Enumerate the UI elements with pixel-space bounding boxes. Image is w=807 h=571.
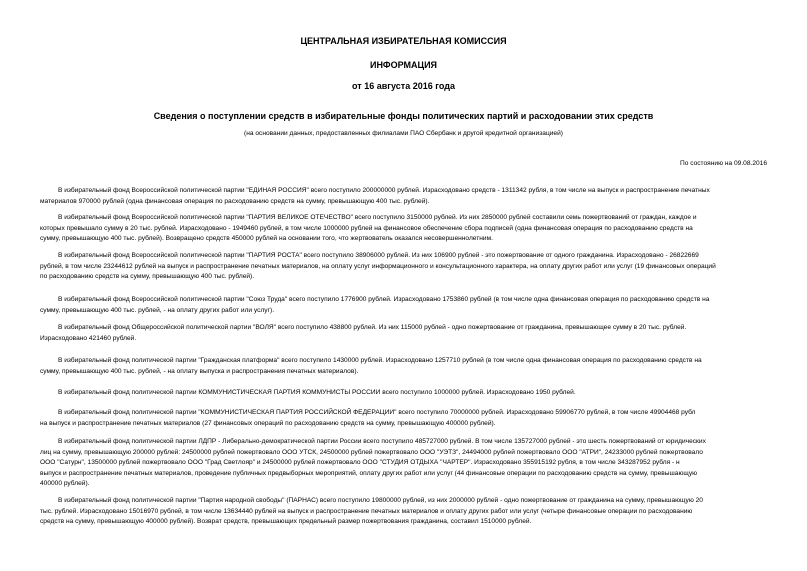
paragraph-line: В избирательный фонд политической партии КОММУНИСТИЧЕСКАЯ ПАРТИЯ КОММУНИСТЫ РОССИИ всего поступило 1000000 рублей. Израсходовано 1950 рублей. — [58, 389, 576, 396]
paragraph — [40, 356, 780, 377]
paragraph-line: В избирательный фонд Всероссийской политической партии "ЕДИНАЯ РОССИЯ" всего поступило 200000000 рублей. Израсходовано средств - 1311342 рубля, в том числе на выпуск и распространение печатных — [58, 187, 710, 194]
paragraph — [40, 186, 780, 207]
paragraph-line: В избирательный фонд политической партии "КОММУНИСТИЧЕСКАЯ ПАРТИЯ РОССИЙСКОЙ ФЕДЕРАЦИИ" всего поступило 70000000 рублей. Израсходовано 59906770 рублей, в том числе 49904468 рубл — [58, 409, 696, 416]
paragraph-line: тыс. рублей. Израсходовано 15016970 рублей, в том числе 13634440 рублей на выпуск и распространение печатных материалов и оплату других работ или услуг (четыре финансовые операции по расходованию — [40, 507, 693, 515]
as-of-date: По состоянию на 09.08.2016 — [679, 160, 767, 167]
paragraph-line: по расходованию средств на сумму, превышающую 400 тыс. рублей). — [40, 273, 255, 280]
paragraph-line: средств на сумму, превышающую 400000 рублей). Возврат средств, превышающих предельный размер пожертвования гражданина, составил 1510000 рублей. — [40, 518, 532, 525]
document-subtitle: (на основании данных, предоставленных филиалами ПАО Сбербанк и другой кредитной организацией) — [244, 130, 563, 137]
paragraph-line: В избирательный фонд Всероссийской политической партии "Союз Труда" всего поступило 1776900 рублей. Израсходовано 1753860 рублей (в том числе одна финансовая операция по расходованию средств на — [58, 296, 710, 303]
paragraph — [40, 323, 780, 344]
paragraph-line: В избирательный фонд политической партии "Партия народной свободы" (ПАРНАС) всего поступило 19800000 рублей, из них 2000000 рублей - одно пожертвование от гражданина на сумму, превышающую 20 — [58, 497, 703, 504]
paragraph — [40, 295, 780, 316]
paragraph-line: которых превышало сумму в 20 тыс. рублей. Израсходовано - 1949460 рублей, в том числе 1000000 рублей на финансовое обеспечение сбора подписей (одна финансовая операция по расходованию средств на — [40, 224, 693, 232]
paragraph — [40, 408, 780, 429]
issuing-organization: ЦЕНТРАЛЬНАЯ ИЗБИРАТЕЛЬНАЯ КОМИССИЯ — [300, 36, 507, 46]
paragraph-line: В избирательный фонд политической партии "Гражданская платформа" всего поступило 1430000 рублей. Израсходовано 1257710 рублей (в том числе одна финансовая операция по расходованию средств на — [58, 357, 702, 364]
paragraph-line: материалов 970000 рублей (одна финансовая операция по расходованию средств на сумму, превышающую 400 тыс. рублей). — [40, 197, 430, 205]
paragraph-line: выпуск и распространение печатных материалов, проведение публичных предвыборных мероприятий, оплату других работ или услуг (44 финансовые операции по расходованию средств на сумму, превышающую — [40, 469, 698, 477]
paragraph-line: Израсходовано 421460 рублей. — [40, 334, 137, 342]
paragraph — [40, 437, 780, 490]
paragraph-line: 400000 рублей). — [40, 480, 90, 487]
document-date: от 16 августа 2016 года — [352, 81, 455, 91]
paragraph-line: сумму, превышающую 400 тыс. рублей). Возвращено средств 450000 рублей на основании того, что жертвователь оказался несовершеннолетним. — [40, 235, 493, 242]
paragraph — [40, 496, 780, 528]
paragraph — [40, 251, 780, 283]
paragraph — [40, 388, 780, 399]
paragraph-line: лиц на сумму, превышающую 200000 рублей: 24500000 рублей пожертвовало ООО УТСК, 24500000 рублей пожертвовало ООО "УЭТЗ", 24494000 рублей пожертвовало ООО "АТРИ", 24233000 рублей пожертвовало — [40, 448, 703, 456]
paragraph — [40, 213, 780, 245]
paragraph-line: сумму, превышающую 400 тыс. рублей, - на оплату других работ или услуг). — [40, 306, 275, 314]
paragraph-line: рублей, в том числе 23244612 рублей на выпуск и распространение печатных материалов, на оплату услуг информационного и консультационного характера, на оплату других работ или услуг (19 финансовых операций — [40, 262, 716, 270]
paragraph-line: В избирательный фонд Общероссийской политической партии "ВОЛЯ" всего поступило 438800 рублей. Из них 115000 рублей - одно пожертвование от гражданина, превышающее сумму в 20 тыс. рублей. — [58, 324, 687, 331]
paragraph-line: сумму, превышающую 400 тыс. рублей, - на оплату выпуска и распространения печатных материалов). — [40, 367, 359, 375]
document-title: Сведения о поступлении средств в избирательные фонды политических партий и расходовании этих средств — [153, 111, 654, 121]
document-type: ИНФОРМАЦИЯ — [369, 60, 438, 70]
paragraph-line: ООО "Сатурн", 13500000 рублей пожертвовало ООО "Град Светлояр" и 24500000 рублей пожертвовало ООО "СТУДИЯ ОТДЫХА "ЧАРТЕР". Израсходовано 355915192 рубля, в том числе 343287952 рубля - н — [40, 459, 680, 466]
paragraph-line: В избирательный фонд политической партии ЛДПР - Либерально-демократической партии России всего поступило 485727000 рублей. В том числе 135727000 рублей - это шесть пожертвований от юридических — [58, 438, 706, 445]
paragraph-line: на выпуск и распространение печатных материалов (27 финансовых операций по расходованию средств на сумму, превышающую 400000 рублей). — [40, 419, 496, 427]
paragraph-line: В избирательный фонд Всероссийской политической партии "ПАРТИЯ РОСТА" всего поступило 38906000 рублей. Из них 106900 рублей - это пожертвование от одного гражданина. Израсходовано - 26822669 — [58, 252, 699, 259]
paragraph-line: В избирательный фонд Всероссийской политической партии "ПАРТИЯ ВЕЛИКОЕ ОТЕЧЕСТВО" всего поступило 3150000 рублей. Из них 2850000 рублей составили семь пожертвований от граждан, каждое и — [58, 214, 697, 221]
